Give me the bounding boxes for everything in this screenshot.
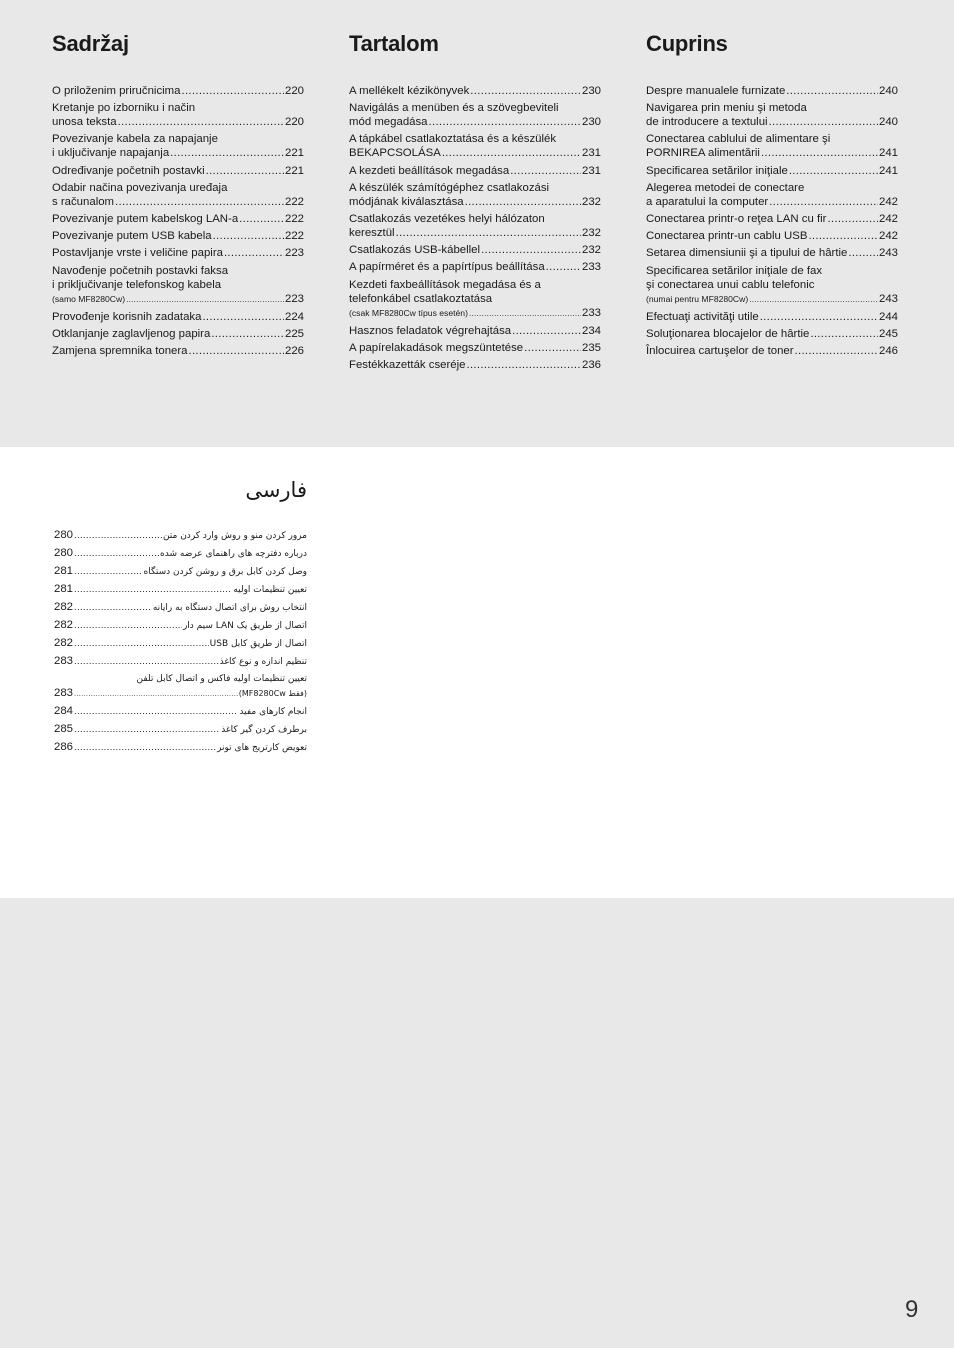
- toc-entry-row: [54, 654, 307, 669]
- toc-entry-line: Navigálás a menüben és a szövegbeviteli: [349, 102, 559, 115]
- toc-page-number: 233: [581, 261, 601, 274]
- toc-entry-row: [646, 246, 898, 260]
- leader-dots: [239, 212, 284, 226]
- toc-page-number: 242: [878, 212, 898, 225]
- toc-entry-title: Određivanje početnih postavki: [52, 164, 205, 177]
- toc-page-number: 222: [284, 212, 304, 225]
- toc-entry[interactable]: [349, 260, 601, 274]
- toc-list: [646, 84, 898, 358]
- toc-entry-title: (csak MF8280Cw típus esetén): [349, 307, 468, 318]
- toc-entry[interactable]: [52, 132, 304, 160]
- leader-dots: [189, 344, 284, 358]
- toc-entry-title: Efectuaţi activităţi utile: [646, 310, 759, 323]
- toc-page-number: 235: [581, 341, 601, 354]
- toc-entry-row: [52, 164, 304, 178]
- toc-page-number: 233: [581, 306, 601, 319]
- toc-entry-title: Soluţionarea blocajelor de hârtie: [646, 327, 810, 340]
- toc-entry[interactable]: [646, 229, 898, 243]
- toc-entry[interactable]: [349, 278, 601, 321]
- toc-entry-row: [349, 226, 601, 240]
- toc-page-number: 244: [878, 310, 898, 323]
- toc-page-number: 280: [54, 529, 74, 541]
- toc-entry[interactable]: [52, 101, 304, 129]
- toc-entry-title: انتخاب روش برای اتصال دستگاه به رایانه: [152, 603, 307, 613]
- page-number: 9: [905, 1296, 919, 1323]
- leader-dots: [467, 358, 581, 372]
- toc-entry-row: [646, 212, 898, 226]
- toc-entry-row: [349, 358, 601, 372]
- toc-entry-row: [52, 344, 304, 358]
- toc-entry[interactable]: [52, 310, 304, 324]
- toc-page-number: 283: [54, 655, 74, 667]
- leader-dots: [74, 547, 159, 561]
- toc-page-number: 286: [54, 741, 74, 753]
- section-title: Tartalom: [349, 31, 439, 56]
- toc-entry-row: [52, 327, 304, 341]
- toc-page-number: 280: [54, 547, 74, 559]
- bottom-band: [0, 898, 954, 1348]
- toc-entry[interactable]: [54, 546, 307, 561]
- toc-entry-row: [54, 704, 307, 719]
- leader-dots: [74, 723, 220, 737]
- toc-column-romanian: [646, 30, 898, 361]
- toc-entry[interactable]: [52, 164, 304, 178]
- toc-entry[interactable]: [54, 636, 307, 651]
- leader-dots: [202, 310, 284, 324]
- toc-entry-line: Povezivanje kabela za napajanje: [52, 133, 218, 146]
- toc-page-number: 240: [878, 85, 898, 97]
- toc-entry[interactable]: [54, 672, 307, 701]
- toc-entry[interactable]: [54, 740, 307, 755]
- toc-entry[interactable]: [646, 164, 898, 178]
- toc-entry-row: [349, 84, 601, 98]
- toc-entry-title: módjának kiválasztása: [349, 195, 464, 208]
- toc-list: [52, 84, 304, 358]
- toc-entry-title: انجام کارهای مفید: [239, 707, 307, 717]
- leader-dots: [761, 146, 878, 160]
- toc-entry-title: Setarea dimensiunii şi a tipului de hârtie: [646, 247, 848, 260]
- toc-entry-title: s računalom: [52, 195, 115, 208]
- toc-entry-row: [646, 310, 898, 324]
- toc-entry-title: تعیین تنظیمات اولیه: [233, 585, 307, 595]
- toc-entry-row: [54, 686, 307, 701]
- toc-entry[interactable]: [646, 310, 898, 324]
- toc-page-number: 232: [581, 244, 601, 257]
- toc-entry-row: [54, 618, 307, 633]
- toc-page-number: 243: [878, 247, 898, 260]
- toc-page-number: 222: [284, 195, 304, 208]
- toc-entry-row: [52, 246, 304, 260]
- toc-entry-title: (فقط MF8280Cw): [238, 689, 307, 698]
- toc-entry-row: [54, 636, 307, 651]
- toc-entry[interactable]: [349, 243, 601, 257]
- toc-entry[interactable]: [54, 722, 307, 737]
- toc-entry-title: Zamjena spremnika tonera: [52, 345, 188, 358]
- toc-page-number: 281: [54, 565, 74, 577]
- leader-dots: [74, 583, 232, 597]
- toc-entry-row: [54, 528, 307, 543]
- toc-page-number: 282: [54, 637, 74, 649]
- toc-page-number: 234: [581, 324, 601, 337]
- toc-page-number: 282: [54, 619, 74, 631]
- toc-entry-line: Csatlakozás vezetékes helyi hálózaton: [349, 212, 545, 225]
- toc-entry-row: [52, 146, 304, 160]
- toc-entry-title: اتصال از طریق یک LAN سیم دار: [182, 621, 307, 631]
- toc-entry-row: [52, 292, 304, 307]
- toc-entry-title: a aparatului la computer: [646, 195, 769, 208]
- toc-entry-title: تعویض کارتریج های تونر: [217, 743, 307, 753]
- toc-page-number: 241: [878, 164, 898, 177]
- toc-page-number: 232: [581, 195, 601, 208]
- toc-entry-title: (numai pentru MF8280Cw): [646, 293, 749, 304]
- toc-entry[interactable]: [646, 327, 898, 341]
- toc-entry-row: [646, 229, 898, 243]
- leader-dots: [224, 246, 284, 260]
- toc-entry-row: [646, 84, 898, 98]
- toc-entry[interactable]: [646, 181, 898, 209]
- toc-entry-title: unosa teksta: [52, 116, 117, 129]
- toc-entry-title: BEKAPCSOLÁSA: [349, 147, 441, 160]
- toc-entry-title: تنظیم اندازه و نوع کاغذ: [219, 657, 307, 667]
- leader-dots: [510, 164, 581, 178]
- toc-entry-line: Navigarea prin meniu şi metoda: [646, 102, 807, 115]
- leader-dots: [74, 637, 209, 651]
- toc-entry[interactable]: [52, 84, 304, 98]
- toc-entry[interactable]: [349, 84, 601, 98]
- toc-entry[interactable]: [54, 618, 307, 633]
- toc-entry-title: PORNIREA alimentării: [646, 147, 760, 160]
- toc-entry-line: Kretanje po izborniku i način: [52, 102, 196, 115]
- toc-page-number: 245: [878, 327, 898, 340]
- toc-entry[interactable]: [54, 528, 307, 543]
- leader-dots: [206, 164, 284, 178]
- toc-entry-row: [349, 164, 601, 178]
- toc-entry-title: وصل کردن کابل برق و روشن کردن دستگاه: [143, 567, 307, 577]
- toc-entry-row: [349, 195, 601, 209]
- section-title: Cuprins: [646, 31, 728, 56]
- toc-entry[interactable]: [349, 341, 601, 355]
- toc-entry-row: [646, 292, 898, 307]
- toc-page-number: 242: [878, 195, 898, 208]
- toc-entry-row: [52, 310, 304, 324]
- toc-entry[interactable]: [52, 229, 304, 243]
- toc-entry-line: Kezdeti faxbeállítások megadása és a telefonkábel csatlakoztatása: [349, 278, 541, 305]
- toc-entry[interactable]: [52, 246, 304, 260]
- toc-page-number: 221: [284, 147, 304, 160]
- toc-entry[interactable]: [646, 246, 898, 260]
- leader-dots: [795, 344, 878, 358]
- toc-page-number: 223: [284, 292, 304, 305]
- toc-page-number: 242: [878, 230, 898, 243]
- toc-entry-title: برطرف کردن گیر کاغذ: [221, 725, 307, 735]
- toc-entry[interactable]: [349, 132, 601, 160]
- leader-dots: [465, 195, 581, 209]
- toc-entry-line: Specificarea setărilor iniţiale de fax şi conectarea unui cablu telefonic: [646, 264, 823, 291]
- leader-dots: [848, 246, 878, 260]
- toc-entry-title: اتصال از طریق کابل USB: [209, 639, 307, 649]
- leader-dots: [74, 529, 162, 543]
- toc-page-number: 283: [54, 687, 74, 699]
- toc-entry-row: [646, 344, 898, 358]
- toc-entry[interactable]: [54, 582, 307, 597]
- toc-entry[interactable]: [646, 264, 898, 307]
- toc-entry[interactable]: [349, 101, 601, 129]
- toc-entry[interactable]: [646, 84, 898, 98]
- toc-page-number: 282: [54, 601, 74, 613]
- toc-entry-row: [52, 115, 304, 129]
- toc-page-number: 221: [284, 164, 304, 177]
- leader-dots: [808, 229, 878, 243]
- toc-entry-title: mód megadása: [349, 116, 428, 129]
- toc-page-number: 230: [581, 85, 601, 97]
- toc-entry-title: keresztül: [349, 226, 395, 239]
- toc-page-number: 230: [581, 116, 601, 129]
- section-title: Sadržaj: [52, 31, 129, 56]
- toc-page-number: 241: [878, 147, 898, 160]
- toc-page-number: 220: [284, 85, 304, 97]
- toc-page-number: 220: [284, 116, 304, 129]
- toc-entry-row: [54, 600, 307, 615]
- toc-page-number: 232: [581, 226, 601, 239]
- leader-dots: [512, 324, 581, 338]
- leader-dots: [213, 229, 284, 243]
- toc-entry-row: [54, 564, 307, 579]
- toc-entry-row: [54, 722, 307, 737]
- toc-entry-row: [646, 327, 898, 341]
- toc-entry-title: Specificarea setărilor iniţiale: [646, 164, 788, 177]
- leader-dots: [115, 195, 284, 209]
- toc-page-number: 222: [284, 230, 304, 243]
- toc-entry[interactable]: [52, 344, 304, 358]
- toc-entry-line: Conectarea cablului de alimentare şi: [646, 133, 831, 146]
- toc-entry-row: [54, 546, 307, 561]
- leader-dots: [786, 84, 878, 98]
- leader-dots: [211, 327, 284, 341]
- toc-entry[interactable]: [646, 132, 898, 160]
- toc-page-number: 246: [878, 345, 898, 358]
- toc-page-number: 243: [878, 292, 898, 305]
- toc-entry-row: [646, 115, 898, 129]
- toc-page-number: 240: [878, 116, 898, 129]
- toc-page-number: 223: [284, 247, 304, 260]
- toc-entry-title: Hasznos feladatok végrehajtása: [349, 324, 512, 337]
- toc-entry-title: Conectarea printr-o reţea LAN cu fir: [646, 212, 827, 225]
- toc-entry-title: Povezivanje putem kabelskog LAN-a: [52, 212, 239, 225]
- leader-dots: [810, 327, 878, 341]
- toc-entry-title: Provođenje korisnih zadataka: [52, 310, 202, 323]
- toc-entry-line: Navođenje početnih postavki faksa i priključivanje telefonskog kabela: [52, 264, 229, 291]
- toc-entry[interactable]: [54, 564, 307, 579]
- toc-page-number: 284: [54, 705, 74, 717]
- toc-entry[interactable]: [349, 212, 601, 240]
- toc-entry-row: [646, 146, 898, 160]
- toc-entry-title: Otklanjanje zaglavljenog papira: [52, 327, 211, 340]
- leader-dots: [546, 260, 581, 274]
- toc-entry-row: [349, 115, 601, 129]
- toc-page-number: 285: [54, 723, 74, 735]
- toc-entry[interactable]: [349, 164, 601, 178]
- toc-entry-row: [349, 341, 601, 355]
- toc-entry-title: Conectarea printr-un cablu USB: [646, 230, 808, 243]
- toc-entry-title: مرور کردن منو و روش وارد کردن متن: [162, 531, 307, 541]
- toc-page-number: 225: [284, 327, 304, 340]
- toc-entry-title: Înlocuirea cartuşelor de toner: [646, 345, 794, 358]
- toc-column-persian: [54, 476, 307, 758]
- toc-entry-row: [52, 195, 304, 209]
- toc-entry-line: تعیین تنظیمات اولیه فاکس و اتصال کابل تلفن: [136, 674, 307, 684]
- leader-dots: [769, 115, 878, 129]
- toc-entry[interactable]: [52, 212, 304, 226]
- toc-entry[interactable]: [52, 327, 304, 341]
- leader-dots: [469, 306, 581, 321]
- toc-page-number: 224: [284, 310, 304, 323]
- toc-entry-title: (samo MF8280Cw): [52, 293, 126, 304]
- leader-dots: [827, 212, 878, 226]
- toc-entry-title: de introducere a textului: [646, 116, 768, 129]
- toc-entry-title: Festékkazetták cseréje: [349, 359, 466, 372]
- toc-entry-row: [54, 740, 307, 755]
- leader-dots: [442, 146, 581, 160]
- leader-dots: [74, 565, 142, 579]
- toc-page-number: 226: [284, 345, 304, 358]
- toc-entry[interactable]: [54, 600, 307, 615]
- toc-entry-title: Povezivanje putem USB kabela: [52, 230, 212, 243]
- toc-entry-title: i uključivanje napajanja: [52, 147, 170, 160]
- toc-column-croatian: [52, 30, 304, 361]
- toc-entry-row: [349, 324, 601, 338]
- toc-page-number: 231: [581, 164, 601, 177]
- toc-entry-line: Alegerea metodei de conectare: [646, 181, 805, 194]
- toc-entry[interactable]: [349, 324, 601, 338]
- toc-entry[interactable]: [646, 212, 898, 226]
- leader-dots: [74, 655, 219, 669]
- toc-entry-title: O priloženim priručnicima: [52, 85, 181, 97]
- toc-entry-line: A tápkábel csatlakoztatása és a készülék: [349, 133, 557, 146]
- toc-entry-row: [52, 84, 304, 98]
- toc-entry-title: A mellékelt kézikönyvek: [349, 85, 470, 97]
- toc-page-number: 231: [581, 147, 601, 160]
- toc-entry[interactable]: [54, 654, 307, 669]
- toc-entry[interactable]: [646, 344, 898, 358]
- leader-dots: [524, 341, 581, 355]
- toc-entry-title: درباره دفترچه های راهنمای عرضه شده: [160, 549, 307, 559]
- leader-dots: [789, 164, 878, 178]
- toc-entry-title: Csatlakozás USB-kábellel: [349, 244, 481, 257]
- leader-dots: [170, 146, 284, 160]
- toc-entry-row: [349, 243, 601, 257]
- leader-dots: [74, 741, 216, 755]
- toc-entry-row: [646, 195, 898, 209]
- toc-entry[interactable]: [349, 181, 601, 209]
- toc-entry-line: Odabir načina povezivanja uređaja: [52, 181, 228, 194]
- leader-dots: [126, 292, 284, 307]
- toc-entry-row: [349, 260, 601, 274]
- toc-entry-title: Despre manualele furnizate: [646, 85, 786, 97]
- toc-entry[interactable]: [54, 704, 307, 719]
- leader-dots: [749, 292, 878, 307]
- toc-entry-row: [349, 306, 601, 321]
- toc-entry-title: A papírméret és a papírtípus beállítása: [349, 261, 545, 274]
- toc-entry-title: Postavljanje vrste i veličine papira: [52, 247, 223, 260]
- toc-entry-row: [52, 212, 304, 226]
- toc-entry[interactable]: [646, 101, 898, 129]
- toc-list: [349, 84, 601, 372]
- leader-dots: [769, 195, 878, 209]
- leader-dots: [74, 601, 152, 615]
- toc-entry[interactable]: [52, 264, 304, 307]
- section-title: فارسی: [245, 478, 307, 502]
- leader-dots: [760, 310, 878, 324]
- toc-entry-title: A papírelakadások megszüntetése: [349, 341, 524, 354]
- toc-entry-row: [349, 146, 601, 160]
- leader-dots: [470, 84, 581, 98]
- leader-dots: [74, 619, 182, 633]
- toc-page-number: 236: [581, 359, 601, 372]
- toc-entry-title: A kezdeti beállítások megadása: [349, 164, 510, 177]
- toc-entry-row: [646, 164, 898, 178]
- toc-page-number: 281: [54, 583, 74, 595]
- toc-list: [54, 528, 307, 755]
- leader-dots: [182, 84, 284, 98]
- leader-dots: [481, 243, 581, 257]
- leader-dots: [118, 115, 284, 129]
- toc-entry-line: A készülék számítógéphez csatlakozási: [349, 181, 550, 194]
- leader-dots: [429, 115, 581, 129]
- toc-entry[interactable]: [349, 358, 601, 372]
- leader-dots: [396, 226, 581, 240]
- leader-dots: [74, 687, 238, 701]
- toc-column-hungarian: [349, 30, 601, 375]
- toc-entry-row: [54, 582, 307, 597]
- toc-entry[interactable]: [52, 181, 304, 209]
- leader-dots: [74, 705, 238, 719]
- toc-entry-row: [52, 229, 304, 243]
